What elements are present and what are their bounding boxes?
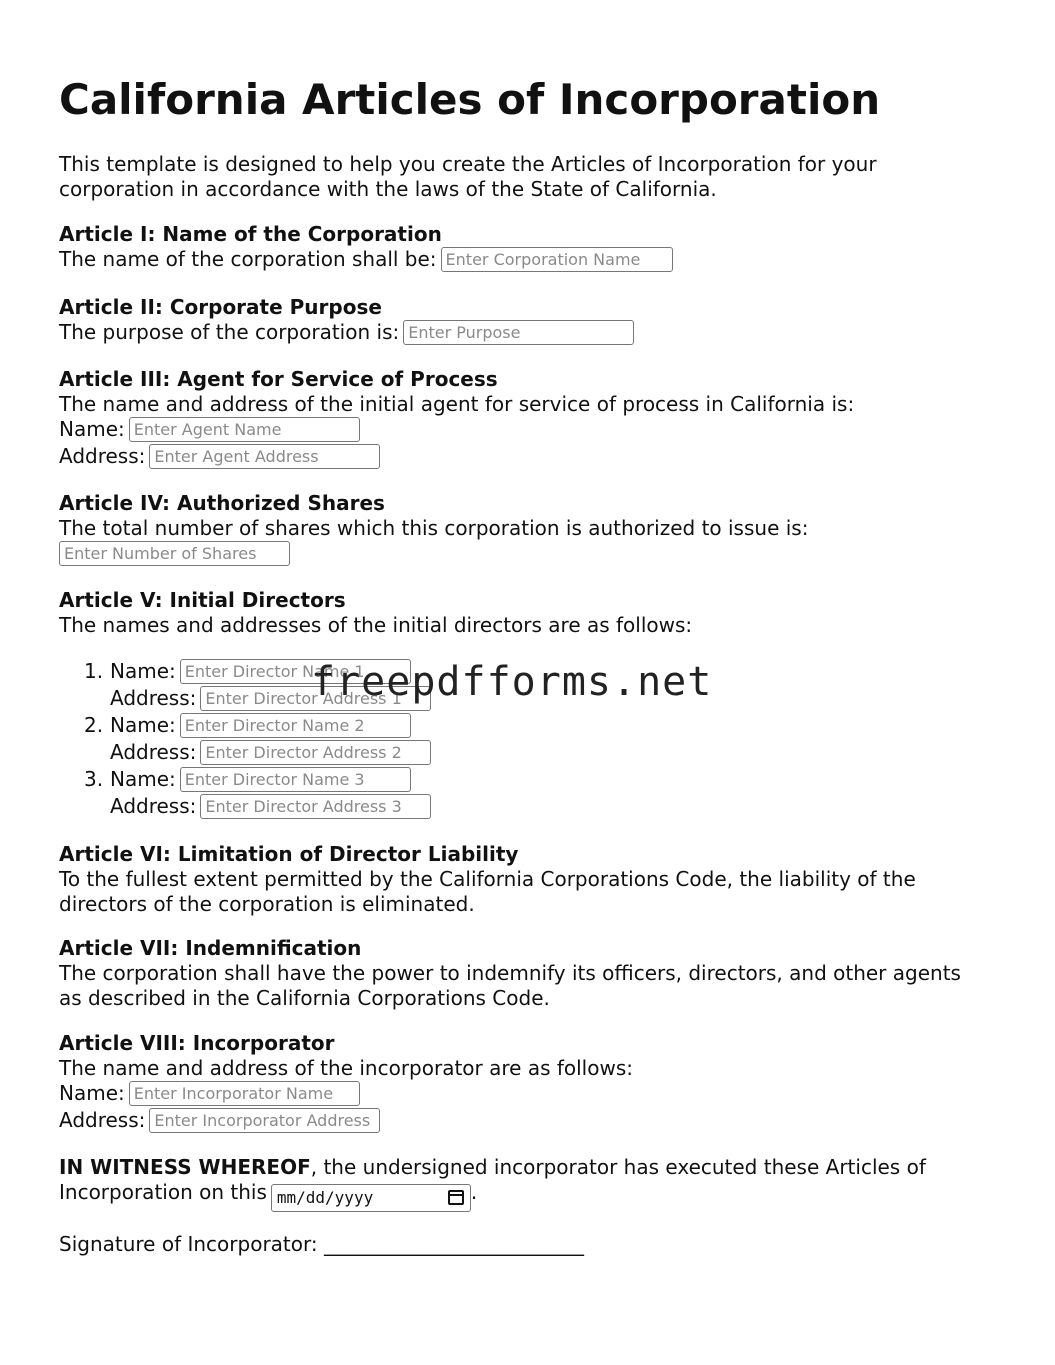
director-name-label: Name: — [110, 713, 176, 737]
article-4 — [59, 491, 1009, 566]
director-3-name-input[interactable] — [180, 767, 411, 792]
intro — [59, 152, 1009, 202]
article-6-heading: Article VI: Limitation of Director Liability — [59, 842, 519, 866]
director-address-label: Address: — [110, 686, 197, 710]
watermark: freepdfforms.net — [311, 659, 713, 705]
agent-address-input[interactable] — [149, 444, 380, 469]
director-1-name-input[interactable] — [180, 659, 411, 684]
list-item — [84, 767, 431, 821]
date-placeholder: mm/dd/yyyy — [276, 1188, 374, 1207]
director-3-address-input[interactable] — [200, 794, 431, 819]
incorporator-name-label: Name: — [59, 1081, 125, 1105]
article-7 — [59, 936, 1009, 1011]
director-address-label: Address: — [110, 794, 197, 818]
purpose-input[interactable] — [403, 320, 634, 345]
article-6 — [59, 842, 1009, 917]
director-name-label: Name: — [110, 767, 176, 791]
date-input[interactable] — [271, 1184, 471, 1212]
article-1-text: The name of the corporation shall be: — [59, 247, 437, 271]
incorporator-address-input[interactable] — [149, 1108, 380, 1133]
article-8 — [59, 1031, 1009, 1135]
article-3-heading: Article III: Agent for Service of Process — [59, 367, 498, 391]
list-number: 3. — [84, 767, 104, 791]
director-2-address-input[interactable] — [200, 740, 431, 765]
agent-address-label: Address: — [59, 444, 146, 468]
article-3 — [59, 367, 1009, 471]
calendar-icon[interactable] — [448, 1190, 464, 1205]
director-name-label: Name: — [110, 659, 176, 683]
incorporator-address-label: Address: — [59, 1108, 146, 1132]
article-3-text: The name and address of the initial agent for service of process in California is: — [59, 392, 855, 416]
corporation-name-input[interactable] — [441, 247, 673, 272]
article-2 — [59, 295, 1009, 345]
article-1 — [59, 222, 1009, 272]
witness-text: , the undersigned incorporator has executed these Articles of — [310, 1155, 926, 1179]
article-5-text: The names and addresses of the initial directors are as follows: — [59, 613, 693, 637]
signature-block — [59, 1232, 1009, 1257]
article-7-text-1: The corporation shall have the power to indemnify its officers, directors, and other agents — [59, 961, 961, 985]
directors-list — [84, 659, 431, 821]
list-number: 2. — [84, 713, 104, 737]
article-1-heading: Article I: Name of the Corporation — [59, 222, 442, 246]
article-7-heading: Article VII: Indemnification — [59, 936, 362, 960]
article-4-text: The total number of shares which this corporation is authorized to issue is: — [59, 516, 809, 540]
witness-clause — [59, 1155, 1009, 1208]
list-item — [84, 713, 431, 767]
signature-label: Signature of Incorporator: — [59, 1232, 318, 1256]
article-8-heading: Article VIII: Incorporator — [59, 1031, 335, 1055]
article-2-text: The purpose of the corporation is: — [59, 320, 400, 344]
signature-line[interactable]: __________________________ — [323, 1232, 584, 1256]
director-1-address-input[interactable] — [200, 686, 431, 711]
list-number: 1. — [84, 659, 104, 683]
incorporator-name-input[interactable] — [129, 1081, 360, 1106]
witness-bold: IN WITNESS WHEREOF — [59, 1155, 311, 1179]
article-6-text-1: To the fullest extent permitted by the California Corporations Code, the liability of the — [59, 867, 916, 891]
director-2-name-input[interactable] — [180, 713, 411, 738]
article-4-heading: Article IV: Authorized Shares — [59, 491, 385, 515]
agent-name-label: Name: — [59, 417, 125, 441]
intro-line-2: corporation in accordance with the laws of the State of California. — [59, 177, 717, 201]
witness-line-2: Incorporation on this — [59, 1180, 267, 1204]
article-7-text-2: as described in the California Corporations Code. — [59, 986, 550, 1010]
director-address-label: Address: — [110, 740, 197, 764]
page-title: California Articles of Incorporation — [59, 75, 881, 124]
list-item — [84, 659, 431, 713]
article-6-text-2: directors of the corporation is eliminated. — [59, 892, 475, 916]
witness-period: . — [470, 1180, 478, 1204]
article-5-heading: Article V: Initial Directors — [59, 588, 346, 612]
article-2-heading: Article II: Corporate Purpose — [59, 295, 382, 319]
intro-line-1: This template is designed to help you create the Articles of Incorporation for your — [59, 152, 877, 176]
article-8-text: The name and address of the incorporator are as follows: — [59, 1056, 633, 1080]
shares-input[interactable] — [59, 541, 290, 566]
agent-name-input[interactable] — [129, 417, 360, 442]
